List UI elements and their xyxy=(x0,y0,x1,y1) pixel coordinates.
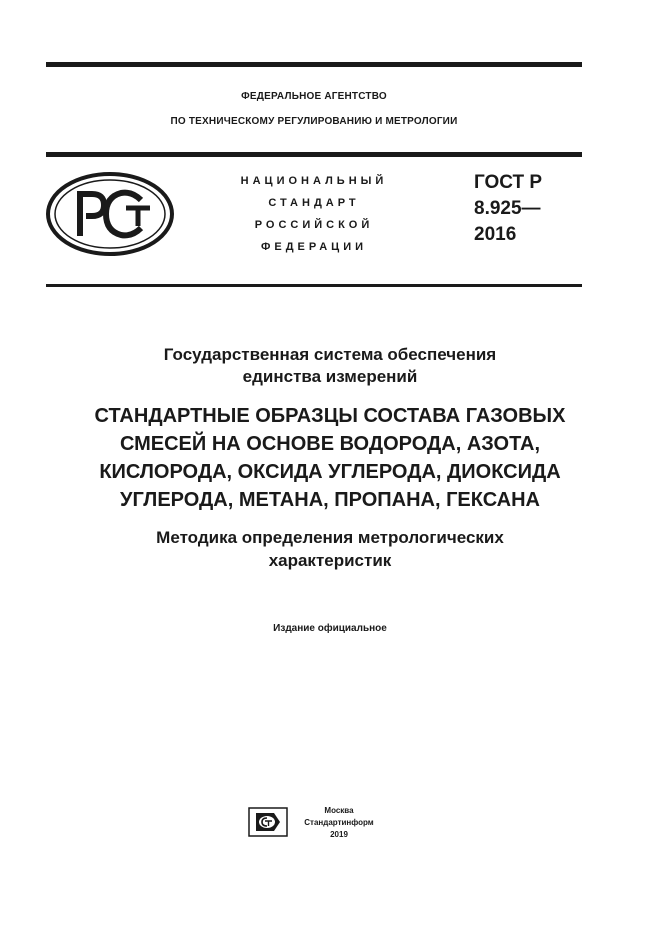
header-rule xyxy=(46,152,582,157)
divider-rule xyxy=(46,284,582,287)
designation-line: 2016 xyxy=(474,224,517,245)
national-standard-line: РОССИЙСКОЙ xyxy=(254,219,374,231)
national-standard-label xyxy=(224,170,404,258)
national-standard-line: СТАНДАРТ xyxy=(268,197,360,209)
rst-emblem-icon xyxy=(46,172,174,256)
edition-label: Издание официальное xyxy=(273,623,387,634)
part-title-line: Методика определения метрологических xyxy=(156,528,504,547)
main-title-line: КИСЛОРОДА, ОКСИДА УГЛЕРОДА, ДИОКСИДА xyxy=(99,461,561,483)
main-title-line: СТАНДАРТНЫЕ ОБРАЗЦЫ СОСТАВА ГАЗОВЫХ xyxy=(94,405,566,427)
national-standard-line: ФЕДЕРАЦИИ xyxy=(260,241,368,253)
publisher-city: Москва xyxy=(324,806,354,815)
publisher-imprint xyxy=(296,805,382,841)
publisher-year: 2019 xyxy=(330,830,348,839)
series-title-line: Государственная система обеспечения xyxy=(163,345,497,364)
main-title xyxy=(24,402,636,514)
publisher-name: Стандартинформ xyxy=(304,818,374,827)
national-standard-line: НАЦИОНАЛЬНЫЙ xyxy=(240,175,388,187)
part-title xyxy=(46,526,614,572)
designation-line: 8.925— xyxy=(474,198,541,219)
series-title-line: единства измерений xyxy=(242,367,418,386)
series-title xyxy=(46,344,614,388)
standartinform-logo-icon xyxy=(248,807,288,837)
main-title-line: УГЛЕРОДА, МЕТАНА, ПРОПАНА, ГЕКСАНА xyxy=(120,489,540,511)
designation-line: ГОСТ Р xyxy=(474,172,543,193)
main-title-line: СМЕСЕЙ НА ОСНОВЕ ВОДОРОДА, АЗОТА, xyxy=(119,433,541,455)
agency-name-line1: ФЕДЕРАЛЬНОЕ АГЕНТСТВО xyxy=(241,91,387,102)
part-title-line: характеристик xyxy=(268,551,392,570)
top-rule xyxy=(46,62,582,67)
agency-name-line2: ПО ТЕХНИЧЕСКОМУ РЕГУЛИРОВАНИЮ И МЕТРОЛОГИИ xyxy=(170,116,458,127)
standard-designation xyxy=(474,170,542,248)
